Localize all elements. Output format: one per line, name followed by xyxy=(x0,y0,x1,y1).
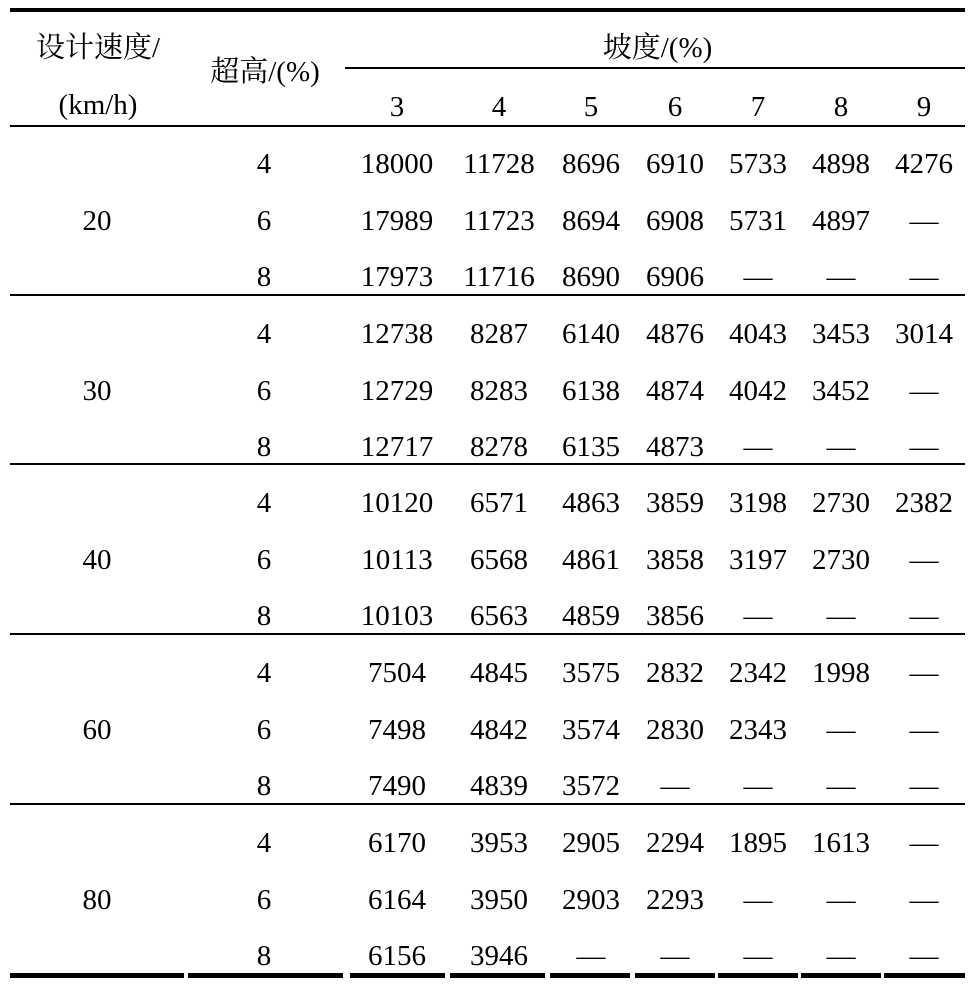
value-cell: 6571 xyxy=(470,487,528,519)
group-separator xyxy=(10,633,965,635)
value-cell: 3575 xyxy=(562,657,620,689)
value-cell: 4839 xyxy=(470,770,528,802)
value-cell: 6563 xyxy=(470,600,528,632)
value-cell: 4859 xyxy=(562,600,620,632)
bottom-rule-segment xyxy=(450,973,545,978)
value-cell: 2342 xyxy=(729,657,787,689)
superelevation-cell: 8 xyxy=(256,431,272,463)
value-cell: 3858 xyxy=(646,543,704,576)
value-cell: 6568 xyxy=(470,543,528,576)
value-cell: 11728 xyxy=(463,148,535,180)
value-cell: 8283 xyxy=(470,374,528,407)
value-cell: — xyxy=(909,713,939,746)
value-cell: 4042 xyxy=(729,374,787,407)
value-cell: 4898 xyxy=(812,148,870,180)
value-cell: 2832 xyxy=(646,657,704,689)
value-cell: 4874 xyxy=(646,374,704,407)
value-cell: 6164 xyxy=(368,883,426,916)
speed-cell: 30 xyxy=(82,374,112,407)
superelevation-cell: 8 xyxy=(256,770,272,802)
value-cell: — xyxy=(909,431,939,463)
speed-cell: 20 xyxy=(82,204,112,237)
bottom-rule-segment xyxy=(718,973,798,978)
value-cell: 7504 xyxy=(368,657,426,689)
value-cell: — xyxy=(576,940,606,972)
value-cell: — xyxy=(826,431,856,463)
grade-header-1: 4 xyxy=(491,91,507,123)
superelevation-cell: 6 xyxy=(256,713,272,746)
value-cell: 6908 xyxy=(646,204,704,237)
value-cell: — xyxy=(826,261,856,293)
group-separator xyxy=(10,294,965,296)
value-cell: 18000 xyxy=(360,148,434,180)
group-separator xyxy=(10,463,965,465)
value-cell: — xyxy=(826,940,856,972)
value-cell: 8690 xyxy=(562,261,620,293)
bottom-rule-segment xyxy=(188,973,343,978)
value-cell: 10113 xyxy=(361,543,433,576)
value-cell: 2730 xyxy=(812,487,870,519)
superelevation-cell: 6 xyxy=(256,883,272,916)
value-cell: — xyxy=(909,374,939,407)
value-cell: 4863 xyxy=(562,487,620,519)
speed-cell: 60 xyxy=(82,713,112,746)
bottom-rule-segment xyxy=(801,973,881,978)
superelevation-cell: 4 xyxy=(256,827,272,859)
value-cell: 4897 xyxy=(812,204,870,237)
value-cell: 3953 xyxy=(470,827,528,859)
bottom-rule-segment xyxy=(884,973,965,978)
speed-cell: 40 xyxy=(82,543,112,576)
value-cell: 3572 xyxy=(562,770,620,802)
value-cell: 3950 xyxy=(470,883,528,916)
superelevation-cell: 4 xyxy=(256,318,272,350)
bottom-rule-segment xyxy=(350,973,445,978)
value-cell: — xyxy=(909,543,939,576)
value-cell: 4861 xyxy=(562,543,620,576)
value-cell: 4873 xyxy=(646,431,704,463)
value-cell: — xyxy=(909,204,939,237)
bottom-rule-segment xyxy=(635,973,715,978)
value-cell: 5731 xyxy=(729,204,787,237)
value-cell: 8694 xyxy=(562,204,620,237)
value-cell: 12717 xyxy=(360,431,434,463)
value-cell: 11716 xyxy=(463,261,535,293)
value-cell: 8278 xyxy=(470,431,528,463)
bottom-rule-segment xyxy=(550,973,630,978)
value-cell: — xyxy=(826,883,856,916)
value-cell: — xyxy=(743,940,773,972)
value-cell: — xyxy=(743,770,773,802)
value-cell: 3856 xyxy=(646,600,704,632)
value-cell: — xyxy=(743,261,773,293)
value-cell: — xyxy=(909,940,939,972)
value-cell: 17989 xyxy=(360,204,434,237)
value-cell: 5733 xyxy=(729,148,787,180)
value-cell: 2905 xyxy=(562,827,620,859)
grade-header-rule xyxy=(345,67,965,69)
value-cell: 3452 xyxy=(812,374,870,407)
value-cell: 4876 xyxy=(646,318,704,350)
value-cell: — xyxy=(660,770,690,802)
value-cell: 3198 xyxy=(729,487,787,519)
grade-header-0: 3 xyxy=(389,91,405,123)
value-cell: 6135 xyxy=(562,431,620,463)
value-cell: — xyxy=(909,770,939,802)
value-cell: 1613 xyxy=(812,827,870,859)
value-cell: — xyxy=(826,770,856,802)
value-cell: 6140 xyxy=(562,318,620,350)
value-cell: — xyxy=(909,657,939,689)
value-cell: 8696 xyxy=(562,148,620,180)
value-cell: 12729 xyxy=(360,374,434,407)
value-cell: 7490 xyxy=(368,770,426,802)
superelevation-cell: 6 xyxy=(256,543,272,576)
value-cell: 6910 xyxy=(646,148,704,180)
grade-header-3: 6 xyxy=(667,91,683,123)
value-cell: 3859 xyxy=(646,487,704,519)
value-cell: 11723 xyxy=(463,204,535,237)
superelevation-cell: 4 xyxy=(256,487,272,519)
value-cell: 4276 xyxy=(895,148,953,180)
value-cell: 3197 xyxy=(729,543,787,576)
value-cell: 6906 xyxy=(646,261,704,293)
bottom-rule-segment xyxy=(10,973,184,978)
group-separator xyxy=(10,803,965,805)
grade-header-2: 5 xyxy=(583,91,599,123)
value-cell: 6138 xyxy=(562,374,620,407)
value-cell: 2730 xyxy=(812,543,870,576)
value-cell: — xyxy=(743,600,773,632)
value-cell: 3574 xyxy=(562,713,620,746)
value-cell: 3946 xyxy=(470,940,528,972)
value-cell: — xyxy=(743,431,773,463)
value-cell: 1895 xyxy=(729,827,787,859)
value-cell: 10103 xyxy=(360,600,434,632)
value-cell: 4842 xyxy=(470,713,528,746)
grade-header-5: 8 xyxy=(833,91,849,123)
header-speed-line1: 设计速度/ xyxy=(35,32,161,64)
value-cell: 3014 xyxy=(895,318,953,350)
value-cell: — xyxy=(826,600,856,632)
value-cell: 8287 xyxy=(470,318,528,350)
value-cell: 3453 xyxy=(812,318,870,350)
value-cell: 2382 xyxy=(895,487,953,519)
value-cell: — xyxy=(909,600,939,632)
value-cell: 4043 xyxy=(729,318,787,350)
value-cell: — xyxy=(743,883,773,916)
superelevation-cell: 8 xyxy=(256,261,272,293)
value-cell: 6156 xyxy=(368,940,426,972)
value-cell: — xyxy=(909,261,939,293)
grade-header-4: 7 xyxy=(750,91,766,123)
superelevation-cell: 8 xyxy=(256,600,272,632)
value-cell: 2903 xyxy=(562,883,620,916)
superelevation-cell: 6 xyxy=(256,204,272,237)
superelevation-cell: 8 xyxy=(256,940,272,972)
superelevation-cell: 4 xyxy=(256,148,272,180)
value-cell: 1998 xyxy=(812,657,870,689)
superelevation-cell: 4 xyxy=(256,657,272,689)
value-cell: 10120 xyxy=(360,487,434,519)
header-grade-group: 坡度/(%) xyxy=(602,32,713,64)
value-cell: 12738 xyxy=(360,318,434,350)
value-cell: — xyxy=(826,713,856,746)
value-cell: 2830 xyxy=(646,713,704,746)
value-cell: 17973 xyxy=(360,261,434,293)
value-cell: 7498 xyxy=(368,713,426,746)
speed-cell: 80 xyxy=(82,883,112,916)
value-cell: 2293 xyxy=(646,883,704,916)
grade-header-6: 9 xyxy=(916,91,932,123)
value-cell: 2343 xyxy=(729,713,787,746)
value-cell: 4845 xyxy=(470,657,528,689)
top-rule xyxy=(10,8,965,12)
superelevation-cell: 6 xyxy=(256,374,272,407)
value-cell: — xyxy=(660,940,690,972)
value-cell: — xyxy=(909,827,939,859)
header-speed-line2: (km/h) xyxy=(58,89,138,121)
value-cell: 6170 xyxy=(368,827,426,859)
value-cell: 2294 xyxy=(646,827,704,859)
value-cell: — xyxy=(909,883,939,916)
header-superelevation: 超高/(%) xyxy=(210,56,320,88)
